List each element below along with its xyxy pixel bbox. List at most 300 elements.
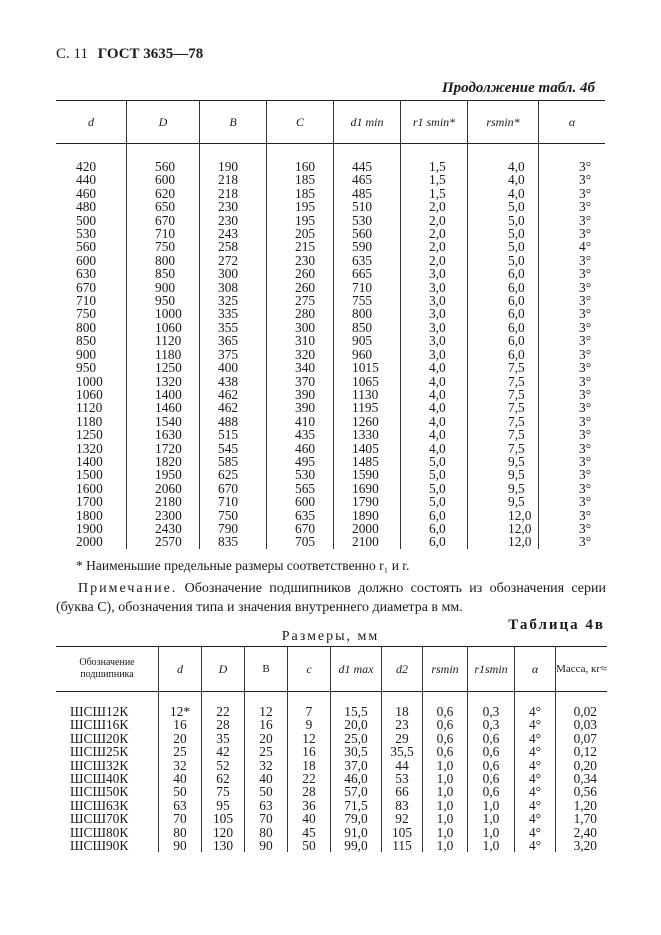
table-cell: 40 (288, 812, 331, 825)
table-cell: 90 (245, 839, 288, 852)
table-cell: 6,0 (468, 307, 539, 320)
table-cell: ШСШ16К (56, 718, 159, 731)
table-row (56, 415, 605, 428)
table-cell: 1890 (334, 509, 401, 522)
table-cell: 70 (245, 812, 288, 825)
table-cell: 300 (200, 267, 267, 280)
table-cell: 5,0 (468, 200, 539, 213)
table-cell: 2100 (334, 535, 401, 548)
table-cell: 230 (267, 254, 334, 267)
table-cell: 950 (56, 361, 127, 374)
page-header (56, 46, 203, 63)
table-row (56, 759, 607, 772)
table-row (56, 522, 605, 535)
table-cell: 960 (334, 348, 401, 361)
table-cell: 3,0 (401, 294, 468, 307)
table-cell: 2300 (127, 509, 200, 522)
table-cell: 18 (382, 692, 423, 719)
table-cell: 850 (56, 334, 127, 347)
table-cell: 3° (579, 226, 592, 242)
table-row (56, 839, 607, 852)
table-cell: 260 (267, 281, 334, 294)
table-cell: 600 (56, 254, 127, 267)
table-cell: 50 (159, 785, 202, 798)
table-cell: 1630 (127, 428, 200, 441)
footnote: * Наименьшие предельные размеры соответственно r₁ и r. (76, 558, 410, 573)
table-cell: 0,6 (468, 759, 515, 772)
table-cell: 438 (200, 375, 267, 388)
table-cell: 32 (245, 759, 288, 772)
table-cell: 3° (579, 333, 592, 349)
table-cell: 435 (267, 428, 334, 441)
table-4b-body (56, 144, 605, 549)
col-header-c: c (288, 647, 331, 692)
table-cell: 4° (515, 772, 556, 785)
table-row (56, 348, 605, 361)
col-header-d1-min: d1 min (334, 101, 401, 144)
col-header-D: D (202, 647, 245, 692)
table-cell: 495 (267, 455, 334, 468)
table-cell: ШСШ25К (56, 745, 159, 758)
table-cell: 32 (159, 759, 202, 772)
table-cell: 12 (288, 732, 331, 745)
table-4v-header-row (56, 647, 607, 692)
table-cell: 3,0 (401, 267, 468, 280)
table-row (56, 692, 607, 719)
table-cell: 705 (267, 535, 334, 548)
table-cell: 560 (56, 240, 127, 253)
table-cell: 272 (200, 254, 267, 267)
table-cell: 2,0 (401, 200, 468, 213)
table-cell: 530 (267, 468, 334, 481)
table-cell: 190 (200, 144, 267, 174)
table-cell: 2,0 (401, 254, 468, 267)
table-row (56, 732, 607, 745)
table-cell: 2060 (127, 482, 200, 495)
table-cell: 79,0 (331, 812, 382, 825)
table-cell: 6,0 (401, 509, 468, 522)
table-cell: 22 (202, 692, 245, 719)
table-cell: 0,6 (468, 772, 515, 785)
table-cell: 160 (267, 144, 334, 174)
table-row (56, 144, 605, 174)
table-cell: 5,0 (468, 214, 539, 227)
table-cell: 1405 (334, 442, 401, 455)
table-cell: 3° (579, 293, 592, 309)
table-cell: 2570 (127, 535, 200, 548)
table-row (56, 812, 607, 825)
table-cell: 515 (200, 428, 267, 441)
table-4v (56, 646, 607, 852)
table-cell: 600 (127, 173, 200, 186)
table-row (56, 321, 605, 334)
table-cell: 445 (334, 144, 401, 174)
table-cell: 90 (159, 839, 202, 852)
table-cell: 3° (579, 360, 592, 376)
table-cell: 1250 (56, 428, 127, 441)
table-row (56, 388, 605, 401)
table-cell: 4° (515, 812, 556, 825)
table-cell: 29 (382, 732, 423, 745)
table-cell: 4° (515, 785, 556, 798)
table-cell: 3° (579, 346, 592, 362)
table-cell: 28 (202, 718, 245, 731)
table-cell: 545 (200, 442, 267, 455)
table-cell: 280 (267, 307, 334, 320)
table-cell: 1130 (334, 388, 401, 401)
table-row (56, 535, 605, 548)
table-cell: 4,0 (401, 428, 468, 441)
table-cell: 25 (245, 745, 288, 758)
table-cell: 3° (579, 480, 592, 496)
table-cell: 18 (288, 759, 331, 772)
table-cell: 2,0 (401, 240, 468, 253)
table-cell: 12,0 (468, 535, 539, 548)
table-cell: 3° (579, 159, 592, 174)
table-cell: 465 (334, 173, 401, 186)
table-cell: 6,0 (468, 294, 539, 307)
table-cell: 4° (515, 692, 556, 719)
table-cell: 215 (267, 240, 334, 253)
table-cell: 1065 (334, 375, 401, 388)
table-cell: 635 (334, 254, 401, 267)
table-4b (56, 100, 605, 549)
table-cell: 1,0 (423, 839, 468, 852)
table-cell: 460 (267, 442, 334, 455)
table-cell: 335 (200, 307, 267, 320)
table-cell: 3° (579, 266, 592, 282)
table-cell: 105 (202, 812, 245, 825)
table-cell: 130 (202, 839, 245, 852)
table-cell: 905 (334, 334, 401, 347)
table-cell: 4,0 (468, 173, 539, 186)
table-cell: 7,5 (468, 388, 539, 401)
table-cell: 835 (200, 535, 267, 548)
table-cell: 365 (200, 334, 267, 347)
table-cell: 4,0 (401, 388, 468, 401)
table-cell: 370 (267, 375, 334, 388)
table-cell: 310 (267, 334, 334, 347)
table-cell: 1060 (56, 388, 127, 401)
table-cell: 635 (267, 509, 334, 522)
table-cell: 1690 (334, 482, 401, 495)
table-cell: 1485 (334, 455, 401, 468)
col-header-C: C (267, 101, 334, 144)
table-row (56, 254, 605, 267)
table-cell: 6,0 (401, 535, 468, 548)
page-number: С. 11 (56, 46, 88, 62)
table-cell: 3° (579, 279, 592, 295)
table-row (56, 718, 607, 731)
note-lead: Примечание. (78, 581, 178, 596)
table-row (56, 307, 605, 320)
table-cell: 375 (200, 348, 267, 361)
table-cell: 1820 (127, 455, 200, 468)
table-row (56, 455, 605, 468)
table-cell: 40 (159, 772, 202, 785)
table-cell: 390 (267, 388, 334, 401)
table-cell: 670 (56, 281, 127, 294)
table-cell: 53 (382, 772, 423, 785)
table-row (56, 799, 607, 812)
table-cell: 7 (288, 692, 331, 719)
table-cell: 120 (202, 826, 245, 839)
table-cell: 35,5 (382, 745, 423, 758)
table-cell: 1,20 (573, 797, 597, 813)
table-cell: 1950 (127, 468, 200, 481)
table-cell: 750 (200, 509, 267, 522)
table-row (56, 495, 605, 508)
table-cell: 0,6 (468, 732, 515, 745)
table-cell: 57,0 (331, 785, 382, 798)
col-header-r-smin: rsmin (423, 647, 468, 692)
table-cell: 4° (515, 826, 556, 839)
table-cell: 1790 (334, 495, 401, 508)
table-cell: 0,02 (573, 704, 597, 719)
table-cell: 9 (288, 718, 331, 731)
table-cell: 50 (245, 785, 288, 798)
table-cell: 0,07 (573, 730, 597, 746)
table-cell: 1180 (56, 415, 127, 428)
table-cell: 560 (127, 144, 200, 174)
table-cell: 3° (579, 306, 592, 322)
table-cell: 20 (245, 732, 288, 745)
table-cell: 800 (56, 321, 127, 334)
table-cell: 4,0 (401, 442, 468, 455)
table-cell: 6,0 (468, 348, 539, 361)
table-cell: 83 (382, 799, 423, 812)
table-cell: 3,0 (401, 307, 468, 320)
col-header-designation: Обозначение подшипника (56, 647, 159, 692)
table-cell: 1000 (56, 375, 127, 388)
table-cell: 0,6 (468, 785, 515, 798)
col-header-alpha: α (515, 647, 556, 692)
col-header-r1-smin: r1 smin* (401, 101, 468, 144)
table-cell: 560 (334, 227, 401, 240)
table-cell: 185 (267, 173, 334, 186)
col-header-alpha: α (539, 101, 606, 144)
table-cell: 275 (267, 294, 334, 307)
table-cell: 195 (267, 214, 334, 227)
table-row (56, 187, 605, 200)
table-cell: 630 (56, 267, 127, 280)
table-cell: 28 (288, 785, 331, 798)
table-cell: 3° (579, 199, 592, 215)
table-cell: 1,5 (401, 173, 468, 186)
table-cell: 4,0 (468, 187, 539, 200)
table-cell: 6,0 (468, 321, 539, 334)
table-cell: 850 (127, 267, 200, 280)
table-cell: 1600 (56, 482, 127, 495)
table-cell: 3° (579, 520, 592, 536)
table-cell: 355 (200, 321, 267, 334)
table-cell: 5,0 (401, 468, 468, 481)
table-cell: 40 (245, 772, 288, 785)
table-cell: 63 (245, 799, 288, 812)
table-cell: 66 (382, 785, 423, 798)
table-row (56, 334, 605, 347)
table-cell: 25 (159, 745, 202, 758)
table-row (56, 826, 607, 839)
table-cell: 1320 (56, 442, 127, 455)
table-cell: 1000 (127, 307, 200, 320)
table-cell: 42 (202, 745, 245, 758)
table-cell: 1,0 (468, 839, 515, 852)
table-cell: 7,5 (468, 401, 539, 414)
table-cell: 2,40 (573, 824, 597, 840)
table-row (56, 482, 605, 495)
table-cell: 7,5 (468, 428, 539, 441)
table-cell: 71,5 (331, 799, 382, 812)
table-cell: 6,0 (468, 267, 539, 280)
note-text: Обозначение подшипников должно состоять из обозначения серии (буква С), обозначения типа и значения внутреннего диаметра в мм. (56, 581, 606, 615)
table-cell: 2,0 (401, 214, 468, 227)
standard-code: ГОСТ 3635—78 (97, 46, 204, 62)
table-cell: 485 (334, 187, 401, 200)
table-cell: 20 (159, 732, 202, 745)
table-cell: 1060 (127, 321, 200, 334)
table-row (56, 442, 605, 455)
table-cell: 400 (200, 361, 267, 374)
table-cell: 3° (579, 373, 592, 389)
table-row (56, 227, 605, 240)
col-header-d: d (56, 101, 127, 144)
table-row (56, 375, 605, 388)
note (56, 579, 606, 617)
table-cell: 460 (56, 187, 127, 200)
table-cell: 15,5 (331, 692, 382, 719)
table-cell: 755 (334, 294, 401, 307)
table-cell: 0,03 (573, 717, 597, 733)
table-cell: 1400 (56, 455, 127, 468)
table-cell: 7,5 (468, 361, 539, 374)
table-cell: 52 (202, 759, 245, 772)
table-cell: 3° (579, 494, 592, 510)
table-cell: 1590 (334, 468, 401, 481)
table-cell: 3° (579, 319, 592, 335)
table-cell: 2430 (127, 522, 200, 535)
table-cell: 12,0 (468, 522, 539, 535)
table-cell: 7,5 (468, 442, 539, 455)
table-cell: 1700 (56, 495, 127, 508)
col-header-r1-smin: r1smin (468, 647, 515, 692)
table-cell: 620 (127, 187, 200, 200)
table-cell: 325 (200, 294, 267, 307)
table-cell: 30,5 (331, 745, 382, 758)
table-cell: 1,0 (423, 826, 468, 839)
table-row (56, 772, 607, 785)
table-cell: 530 (56, 227, 127, 240)
table-cell: 0,3 (468, 718, 515, 731)
table-cell: 3° (579, 467, 592, 483)
table-cell: 20,0 (331, 718, 382, 731)
table-cell: 500 (56, 214, 127, 227)
table-cell: 4° (515, 732, 556, 745)
table-cell: 3° (579, 212, 592, 228)
table-cell: 1180 (127, 348, 200, 361)
table-cell: 1500 (56, 468, 127, 481)
table-cell: 3° (579, 386, 592, 402)
table-cell: 1195 (334, 401, 401, 414)
table-cell: 1460 (127, 401, 200, 414)
table-cell: 22 (288, 772, 331, 785)
table-cell: 9,5 (468, 455, 539, 468)
table-cell: 1015 (334, 361, 401, 374)
table-cell: 670 (127, 214, 200, 227)
table-cell: 3° (579, 172, 592, 188)
table-cell: 670 (200, 482, 267, 495)
table-cell: 1,0 (468, 812, 515, 825)
table-cell: 530 (334, 214, 401, 227)
table-row (56, 428, 605, 441)
table-cell: 46,0 (331, 772, 382, 785)
col-header-d2: d2 (382, 647, 423, 692)
table-cell: 1330 (334, 428, 401, 441)
table-cell: 1260 (334, 415, 401, 428)
table-cell: 230 (200, 200, 267, 213)
table-4b-header-row (56, 101, 605, 144)
table-cell: 0,6 (423, 745, 468, 758)
table-cell: 0,34 (573, 771, 597, 787)
table-cell: 590 (334, 240, 401, 253)
table-cell: ШСШ40К (56, 772, 159, 785)
table-cell: 900 (56, 348, 127, 361)
table-cell: 0,6 (423, 692, 468, 719)
table-cell: 4° (515, 799, 556, 812)
table-row (56, 267, 605, 280)
table-cell: 3° (579, 534, 592, 550)
table-cell: 4° (579, 239, 592, 255)
table-cell: 1,5 (401, 187, 468, 200)
table-cell: 258 (200, 240, 267, 253)
table-cell: 1,0 (468, 799, 515, 812)
table-cell: 670 (267, 522, 334, 535)
table-cell: 5,0 (468, 227, 539, 240)
table-cell: 790 (200, 522, 267, 535)
table-cell: 320 (267, 348, 334, 361)
table-cell: 1,70 (573, 811, 597, 827)
table-cell: 12 (245, 692, 288, 719)
table-cell: 1,0 (468, 826, 515, 839)
table-4v-title: Таблица 4в (508, 617, 605, 633)
table-cell: 488 (200, 415, 267, 428)
table-cell: 218 (200, 173, 267, 186)
table-cell: 243 (200, 227, 267, 240)
table-cell: 900 (127, 281, 200, 294)
table-cell: 92 (382, 812, 423, 825)
table-cell: 1,0 (423, 759, 468, 772)
table-cell: 16 (159, 718, 202, 731)
table-cell: 9,5 (468, 495, 539, 508)
table-cell: 2000 (334, 522, 401, 535)
table-row (56, 173, 605, 186)
table-cell: 4° (515, 759, 556, 772)
table-cell: 44 (382, 759, 423, 772)
table-cell: 5,0 (401, 455, 468, 468)
table-4v-body (56, 692, 607, 853)
table-row (56, 281, 605, 294)
table-cell: 5,0 (401, 495, 468, 508)
table-cell: 37,0 (331, 759, 382, 772)
table-cell: 12* (159, 692, 202, 719)
table-cell: 1800 (56, 509, 127, 522)
table-row (56, 240, 605, 253)
table-cell: 50 (288, 839, 331, 852)
table-cell: 800 (127, 254, 200, 267)
table-cell: 3,0 (401, 348, 468, 361)
table-row (56, 294, 605, 307)
table-cell: 4° (515, 718, 556, 731)
